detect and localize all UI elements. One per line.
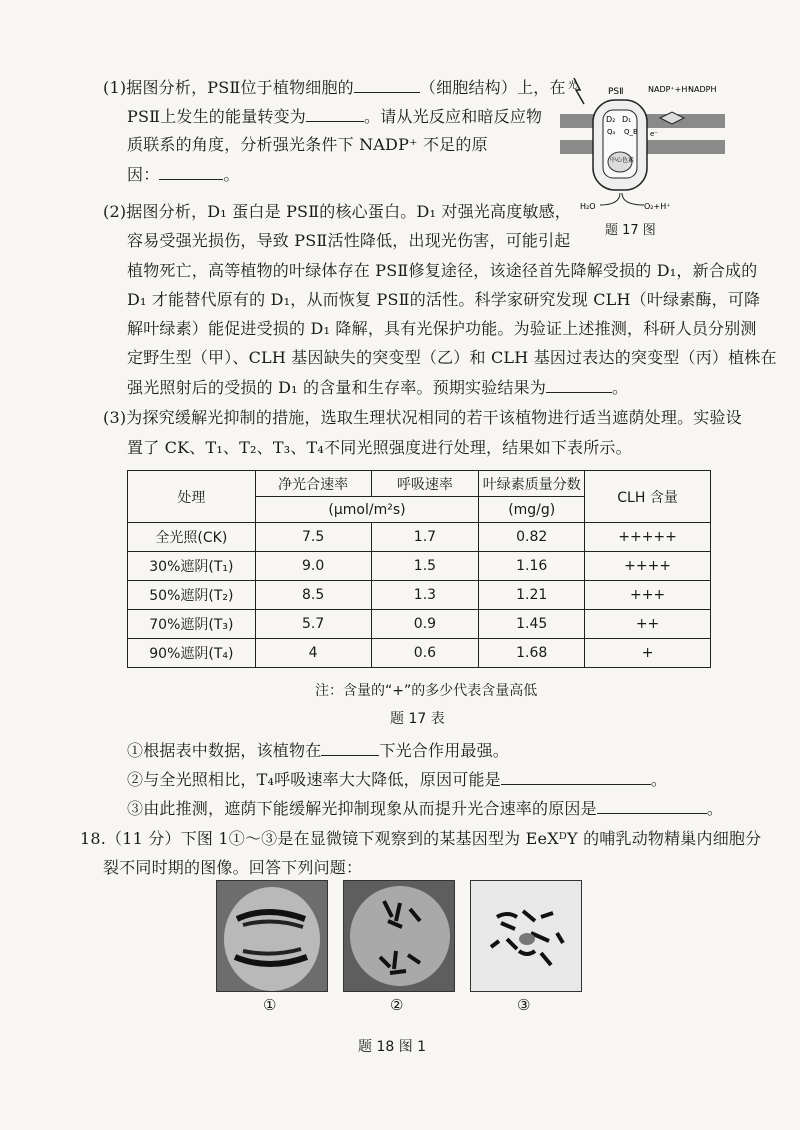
cell-resp: 1.3 [371,581,479,610]
text: 因： [127,165,160,184]
micrograph-label-1: ① [263,996,277,1014]
q17-sub2 [127,766,667,793]
cell-net: 9.0 [255,552,371,581]
answer-blank[interactable] [159,161,223,180]
answer-blank[interactable] [597,795,707,814]
q17-p3-line1: (3)为探究缓解光抑制的措施，选取生理状况相同的若干该植物进行适当遮荫处理。实验设 [103,408,742,427]
qa-label: Qₐ [607,128,616,136]
figure18-caption: 题 18 图 1 [358,1039,427,1055]
light-label: 光 [568,81,578,91]
text: ①根据表中数据，该植物在 [127,741,322,760]
cell-chl: 0.82 [479,523,585,552]
nadph-label: NADPH [688,85,717,94]
water-arrow-icon [600,193,620,205]
psii-label: PSⅡ [608,87,624,97]
oxygen-arrow-icon [622,193,644,205]
psii-diagram [560,78,725,213]
cell-resp: 1.7 [371,523,479,552]
table-row [128,639,711,668]
text: 。 [706,799,724,818]
figure17-caption: 题 17 图 [605,223,656,238]
qb-label: Q_B [624,128,638,136]
q17-p2-line4: D₁ 才能替代原有的 D₁，从而恢复 PSⅡ的活性。科学家研究发现 CLH（叶绿素酶，可降 [127,290,761,309]
micrograph-label-3: ③ [517,996,531,1014]
cell-chl: 1.21 [479,581,585,610]
d2-label: D₂ [606,115,616,124]
table-row [128,523,711,552]
cell-chl: 1.45 [479,610,585,639]
header-chlorophyll: 叶绿素质量分数 [479,471,585,497]
cell-resp: 1.5 [371,552,479,581]
q17-p1-line2 [127,103,542,130]
q17-sub1 [127,737,509,764]
q17-sub3 [127,795,723,822]
text: 。请从光反应和暗反应物 [364,107,543,126]
q17-p1-line4 [127,161,240,188]
q17-p3-line2: 置了 CK、T₁、T₂、T₃、T₄不同光照强度进行处理，结果如下表所示。 [127,438,632,457]
text: 。 [650,770,668,789]
q18-line2: 裂不同时期的图像。回答下列问题： [103,858,363,877]
center-pigment-label: 中心色素 [610,157,635,164]
answer-blank[interactable] [501,766,651,785]
q17-p2-line1: (2)据图分析，D₁ 蛋白是 PSⅡ的核心蛋白。D₁ 对强光高度敏感， [103,202,572,221]
table-note: 注：含量的“+”的多少代表含量高低 [315,683,538,699]
results-table [127,470,711,668]
cell-chl: 1.68 [479,639,585,668]
text: 强光照射后的受损的 D₁ 的含量和生存率。预期实验结果为 [127,378,547,397]
cell-treatment: 90%遮阴(T₄) [128,639,256,668]
nadp-label: NADP⁺+H⁺ [648,85,692,94]
cell-clh: ++++ [585,552,711,581]
o2-label: O₂+H⁺ [644,202,671,211]
answer-blank[interactable] [306,103,364,122]
answer-blank[interactable] [354,74,420,93]
cell-chl: 1.16 [479,552,585,581]
h2o-label: H₂O [580,202,596,211]
cell-treatment: 50%遮阴(T₂) [128,581,256,610]
header-resp-rate: 呼吸速率 [371,471,479,497]
micrograph-1 [216,880,328,992]
answer-blank[interactable] [321,737,379,756]
text: （细胞结构）上，在 [419,78,566,97]
d1-label: D₁ [622,115,632,124]
q17-p2-line2: 容易受强光损伤，导致 PSⅡ活性降低，出现光伤害，可能引起 [127,231,571,250]
q17-p2-line6: 定野生型（甲）、CLH 基因缺失的突变型（乙）和 CLH 基因过表达的突变型（丙）植株在 [127,348,777,367]
header-chl-unit: (mg/g) [479,497,585,523]
header-treatment: 处理 [128,471,256,523]
cell-clh: ++ [585,610,711,639]
q17-p2-line5: 解叶绿素）能促进受损的 D₁ 降解，具有光保护功能。为验证上述推测，科研人员分别测 [127,319,757,338]
electron-label: e⁻ [650,130,659,138]
table-row [128,610,711,639]
text: PSⅡ上发生的能量转变为 [127,107,307,126]
text: 。 [612,378,629,397]
cell-net: 5.7 [255,610,371,639]
text: 。 [223,165,240,184]
cell-treatment: 30%遮阴(T₁) [128,552,256,581]
header-clh: CLH 含量 [585,471,711,523]
cell-clh: + [585,639,711,668]
text: 下光合作用最强。 [379,741,510,760]
cell-treatment: 70%遮阴(T₃) [128,610,256,639]
q17-p2-line7 [127,374,628,401]
cell-resp: 0.6 [371,639,479,668]
micrograph-2 [343,880,455,992]
cell-net: 7.5 [255,523,371,552]
cell-clh: +++++ [585,523,711,552]
table-row [128,552,711,581]
micrograph-3 [470,880,582,992]
q18-line1: 18.（11 分）下图 1①～③是在显微镜下观察到的某基因型为 EeXᴰY 的哺乳动物精巢内细胞分 [80,829,762,848]
answer-blank[interactable] [546,374,612,393]
header-net-rate: 净光合速率 [255,471,371,497]
micrograph-label-2: ② [390,996,404,1014]
cell-clh: +++ [585,581,711,610]
text: (1)据图分析，PSⅡ位于植物细胞的 [103,78,354,97]
cell-net: 8.5 [255,581,371,610]
table-caption: 题 17 表 [390,711,445,727]
q17-p1-line1 [103,74,566,101]
text: ②与全光照相比，T₄呼吸速率大大降低，原因可能是 [127,770,501,789]
cell-resp: 0.9 [371,610,479,639]
q17-p2-line3: 植物死亡，高等植物的叶绿体存在 PSⅡ修复途径，该途径首先降解受损的 D₁，新合成的 [127,261,758,280]
text: ③由此推测，遮荫下能缓解光抑制现象从而提升光合速率的原因是 [127,799,597,818]
q17-p1-line3: 质联系的角度，分析强光条件下 NADP⁺ 不足的原 [127,135,488,154]
cell-treatment: 全光照(CK) [128,523,256,552]
header-rate-unit: (μmol/m²s) [255,497,479,523]
table-row [128,581,711,610]
cell-net: 4 [255,639,371,668]
